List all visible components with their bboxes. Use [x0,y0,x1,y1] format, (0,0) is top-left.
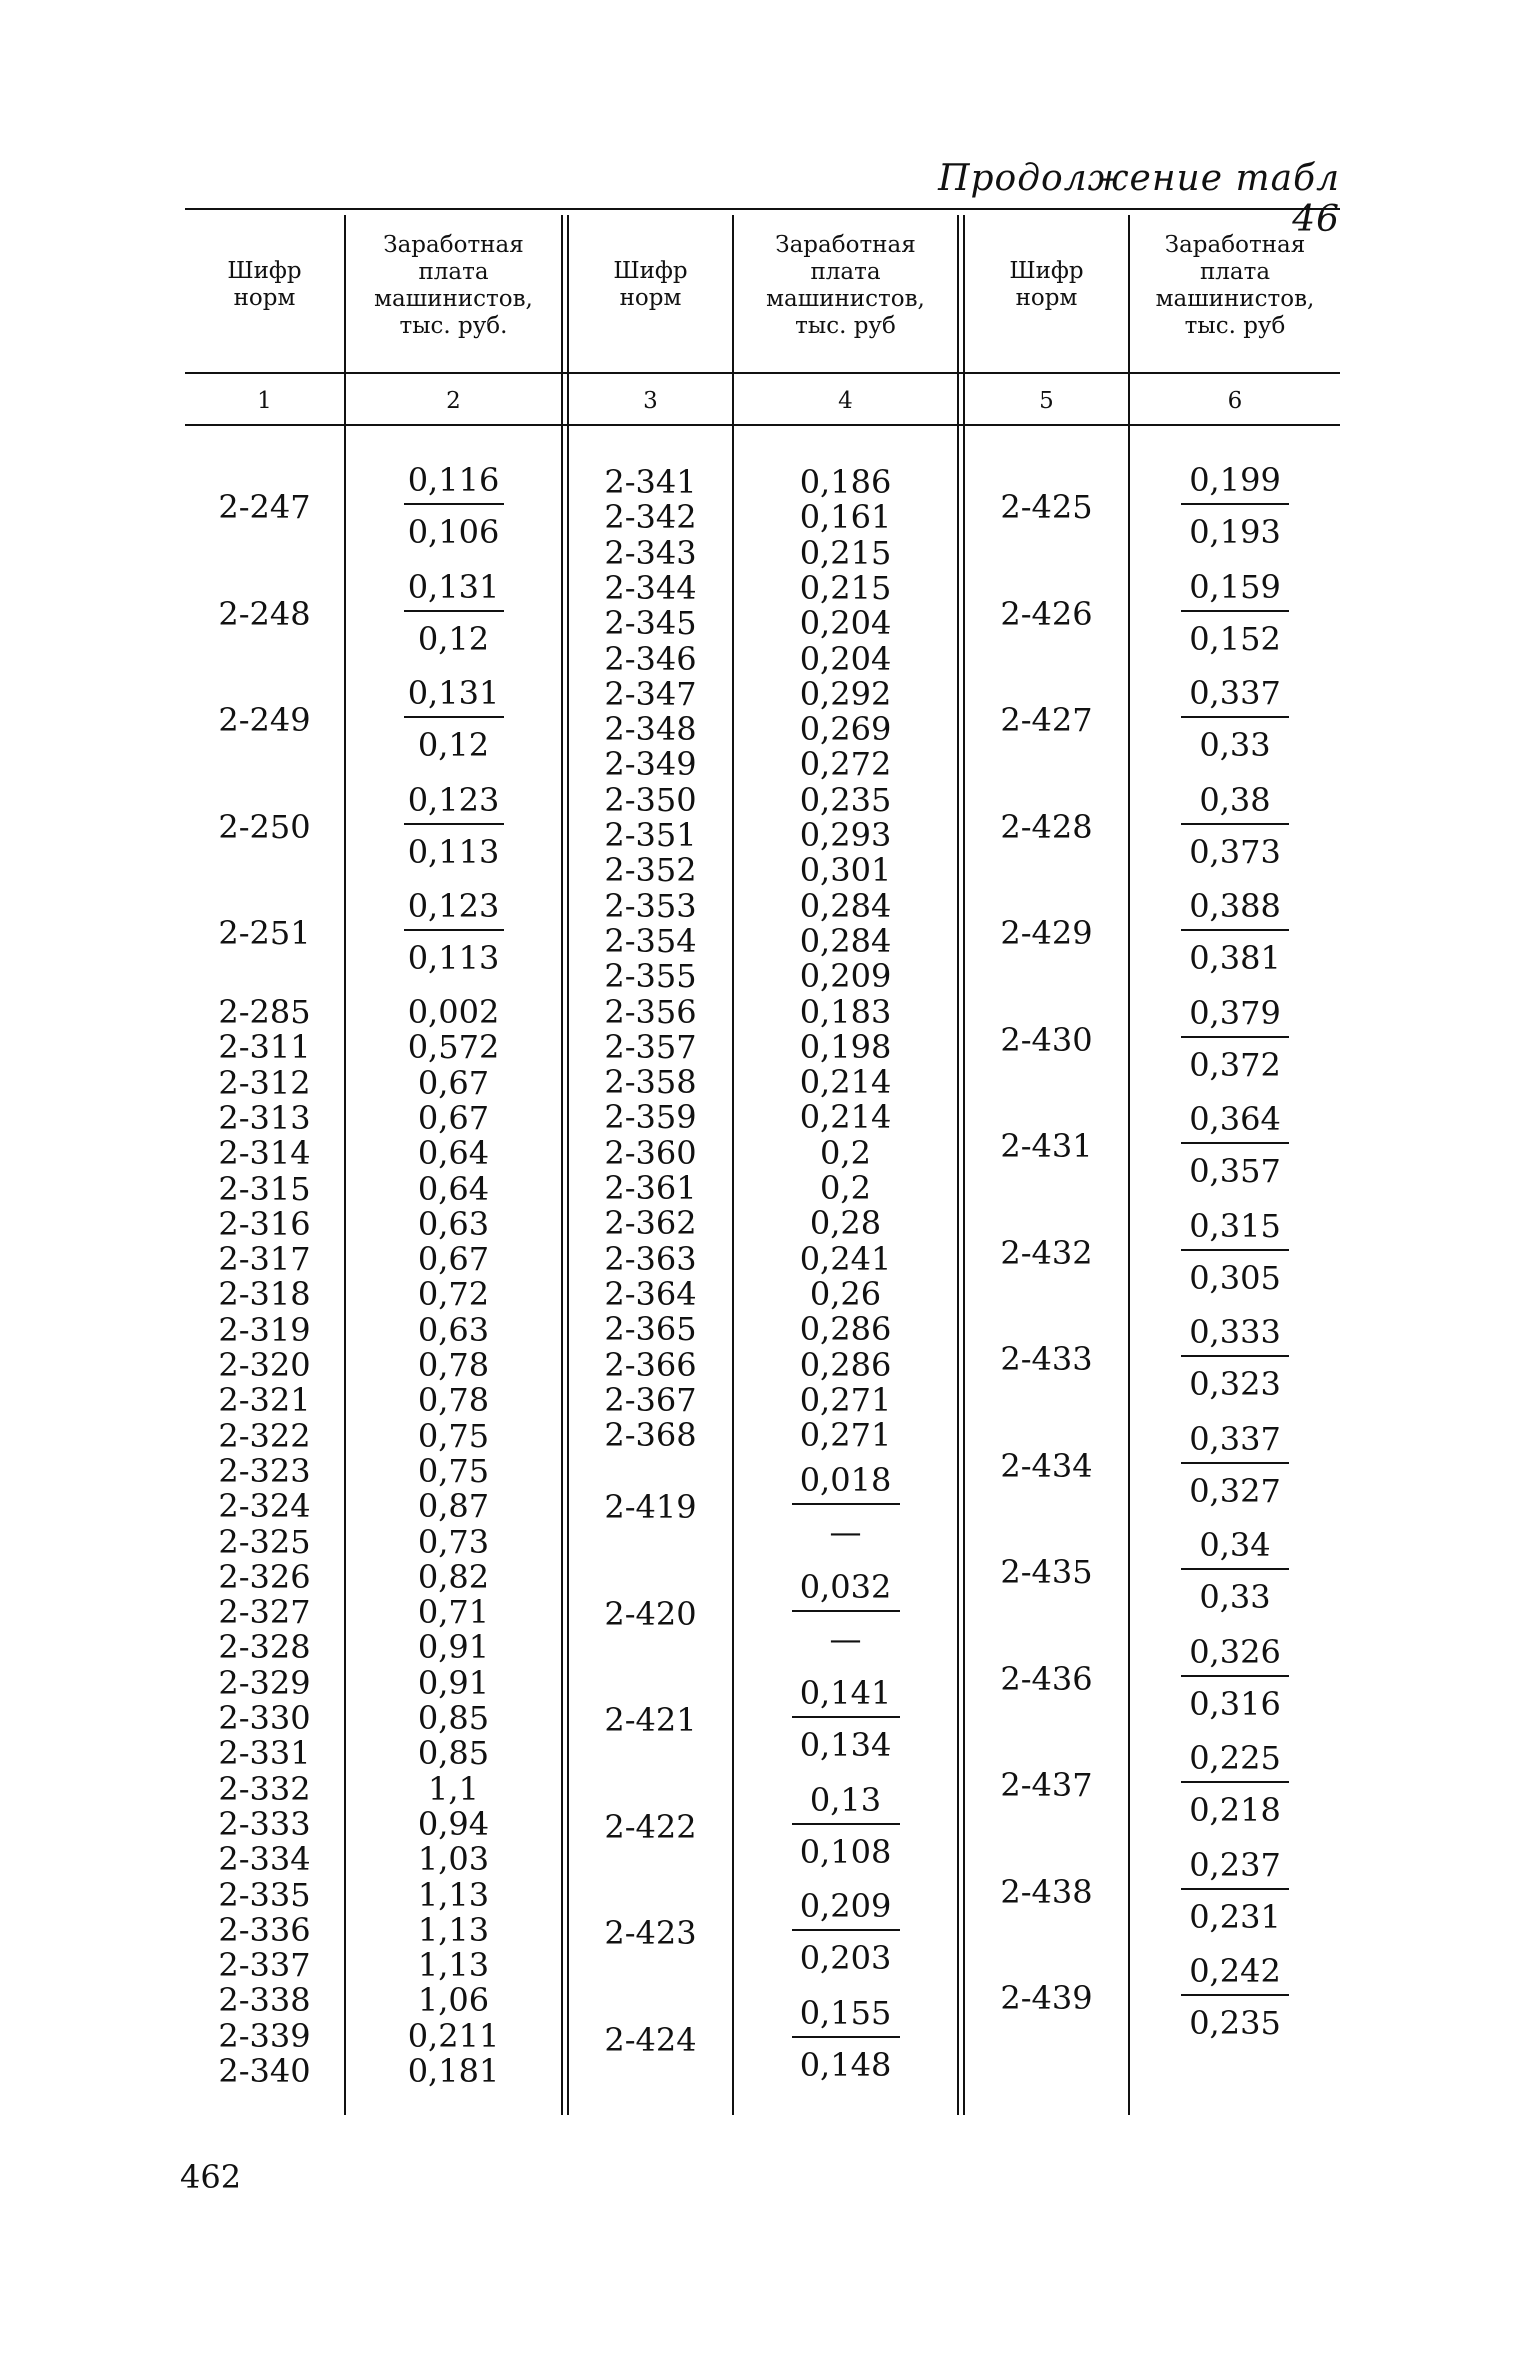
fraction-denominator: 0,12 [417,619,490,658]
norm-code: 2-327 [218,1593,311,1632]
fraction-numerator: 0,388 [1189,887,1281,925]
wage-value: 0,214 [799,1063,892,1102]
fraction-denominator: 0,113 [407,939,500,977]
wage-value: 0,301 [799,851,892,890]
fraction-value [1130,1312,1340,1408]
norm-code: 2-343 [604,533,697,572]
column-number: 2 [446,388,461,414]
fraction-value [1130,1206,1340,1302]
fraction-value [1130,886,1340,982]
norm-code: 2-433 [1000,1340,1093,1378]
norm-code: 2-439 [1000,1979,1093,2017]
column-number-rule [185,424,1340,426]
norm-code: 2-428 [1000,807,1093,846]
fraction-numerator: 0,131 [407,674,500,712]
header-line: норм [619,285,682,311]
fraction-denominator: — [829,1513,862,1551]
fraction-bar [1181,1355,1289,1357]
norm-code: 2-362 [604,1204,697,1243]
fraction-bar [1181,929,1289,931]
wage-value: 0,198 [799,1027,892,1066]
wage-value: 1,13 [417,1910,490,1949]
fraction-denominator: 0,134 [799,1726,892,1764]
wage-value: 0,85 [417,1734,490,1773]
wage-value: 0,204 [799,639,892,678]
norm-code: 2-313 [218,1098,311,1137]
wage-value: 0,181 [407,2052,500,2090]
fraction-numerator: 0,13 [809,1780,882,1819]
wage-value: 1,06 [417,1981,490,2020]
norm-code: 2-315 [218,1169,311,1208]
wage-value: 0,214 [799,1098,892,1137]
norm-code: 2-437 [1000,1766,1093,1804]
header-line: машинистов, [766,286,925,312]
header-line: плата [810,259,881,285]
fraction-bar [792,1716,900,1718]
wage-value: 0,91 [417,1663,490,1702]
fraction-denominator: 0,108 [799,1832,892,1871]
norm-code: 2-349 [604,745,697,784]
norm-code: 2-247 [218,488,311,526]
norm-code: 2-350 [604,780,697,819]
fraction-bar [1181,1142,1289,1144]
wage-value: 1,13 [417,1946,490,1985]
header-col-2 [346,232,561,340]
wage-value: 0,67 [417,1098,490,1137]
header-line: Шифр [613,258,688,284]
norm-code: 2-317 [218,1240,311,1279]
header-line: норм [233,285,296,311]
fraction-numerator: 0,34 [1199,1526,1271,1564]
norm-code: 2-331 [218,1734,311,1773]
fraction-numerator: 0,199 [1189,461,1281,499]
fraction-value [1130,1099,1340,1195]
fraction-denominator: 0,323 [1189,1365,1281,1403]
fraction-value [346,460,561,556]
fraction-bar [1181,1249,1289,1251]
norm-code: 2-435 [1000,1553,1093,1591]
wage-value: 0,91 [417,1628,490,1667]
norm-code: 2-364 [604,1274,697,1313]
fraction-denominator: 0,152 [1189,619,1281,658]
fraction-bar [792,2036,900,2038]
fraction-value [1130,673,1340,769]
fraction-numerator: 0,209 [799,1887,892,1925]
fraction-numerator: 0,38 [1199,780,1271,819]
fraction-numerator: 0,364 [1189,1100,1281,1138]
fraction-denominator: 0,372 [1189,1045,1281,1084]
fraction-value [1130,1845,1340,1941]
norm-code: 2-344 [604,568,697,607]
norm-code: 2-354 [604,921,697,960]
fraction-numerator: 0,315 [1189,1206,1281,1245]
norm-code: 2-367 [604,1380,697,1419]
fraction-denominator: 0,235 [1189,2004,1281,2042]
norm-code: 2-421 [604,1701,697,1739]
header-rule [185,372,1340,374]
norm-code: 2-425 [1000,488,1093,526]
norm-code: 2-326 [218,1557,311,1596]
norm-code: 2-348 [604,710,697,749]
norm-code: 2-358 [604,1063,697,1102]
norm-code: 2-311 [218,1028,311,1067]
fraction-numerator: 0,018 [799,1461,892,1499]
wage-value: 0,75 [417,1416,490,1455]
fraction-numerator: 0,337 [1189,674,1281,712]
norm-code: 2-429 [1000,914,1093,952]
column-number: 4 [838,388,853,414]
wage-value: 0,78 [417,1381,490,1420]
norm-code: 2-363 [604,1239,697,1278]
wage-value: 0,293 [799,816,892,854]
norm-code: 2-285 [218,993,311,1031]
wage-value: 0,271 [799,1416,892,1455]
norm-code: 2-426 [1000,594,1093,633]
wage-value: 0,67 [417,1240,490,1279]
fraction-denominator: 0,218 [1189,1791,1281,1829]
fraction-value [346,673,561,769]
norm-code: 2-436 [1000,1659,1093,1698]
fraction-value [734,1460,957,1556]
fraction-value [1130,1525,1340,1621]
fraction-denominator: — [829,1619,862,1658]
norm-code: 2-340 [218,2052,311,2090]
fraction-value [346,567,561,663]
wage-value: 0,161 [799,498,892,537]
norm-code: 2-334 [218,1840,311,1879]
norm-code: 2-312 [218,1063,311,1102]
fraction-numerator: 0,159 [1189,567,1281,606]
fraction-denominator: 0,305 [1189,1258,1281,1297]
wage-value: 0,284 [799,886,892,925]
wage-value: 0,241 [799,1239,892,1278]
fraction-denominator: 0,12 [417,726,490,764]
wage-value: 0,94 [417,1804,490,1843]
wage-value: 0,64 [417,1169,490,1208]
wage-value: 0,85 [417,1699,490,1737]
wage-value: 0,235 [799,780,892,819]
norm-code: 2-366 [604,1345,697,1384]
norm-code: 2-423 [604,1914,697,1952]
fraction-value [734,1567,957,1663]
norm-code: 2-341 [604,463,697,501]
fraction-numerator: 0,337 [1189,1419,1281,1458]
header-line: машинистов, [374,286,533,312]
fraction-bar [1181,1675,1289,1677]
header-col-4 [734,232,957,340]
fraction-numerator: 0,326 [1189,1632,1281,1671]
header-col-6 [1130,232,1340,340]
wage-value: 1,1 [428,1769,479,1808]
norm-code: 2-318 [218,1275,311,1314]
fraction-numerator: 0,155 [799,1993,892,2032]
norm-code: 2-250 [218,807,311,846]
wage-value: 0,215 [799,568,892,607]
column-divider [957,215,959,2115]
norm-code: 2-333 [218,1804,311,1843]
norm-code: 2-368 [604,1416,697,1455]
norm-code: 2-430 [1000,1020,1093,1059]
fraction-denominator: 0,33 [1199,726,1271,764]
wage-value: 0,215 [799,533,892,572]
wage-value: 0,28 [809,1204,882,1243]
fraction-value [346,886,561,982]
norm-code: 2-438 [1000,1872,1093,1911]
norm-code: 2-357 [604,1027,697,1066]
norm-code: 2-420 [604,1594,697,1633]
wage-value: 0,211 [407,2016,500,2055]
fraction-numerator: 0,242 [1189,1952,1281,1990]
header-line: машинистов, [1155,286,1315,312]
fraction-value [1130,460,1340,556]
norm-code: 2-434 [1000,1446,1093,1485]
norm-code: 2-320 [218,1346,311,1384]
norm-code: 2-328 [218,1628,311,1667]
header-col-3 [569,258,732,312]
fraction-bar [404,610,504,612]
fraction-denominator: 0,327 [1189,1471,1281,1510]
norm-code: 2-419 [604,1488,697,1526]
wage-value: 0,002 [407,993,500,1031]
fraction-bar [404,929,504,931]
wage-value: 0,72 [417,1275,490,1314]
norm-code: 2-339 [218,2016,311,2055]
norm-code: 2-324 [218,1487,311,1526]
fraction-value [1130,1951,1340,2047]
column-divider [561,215,563,2115]
wage-value: 0,186 [799,463,892,501]
page-number: 462 [180,2158,242,2196]
norm-code: 2-342 [604,498,697,537]
fraction-bar [792,1929,900,1931]
norm-code: 2-323 [218,1451,311,1490]
fraction-bar [1181,1994,1289,1996]
fraction-bar [404,503,504,505]
fraction-bar [1181,1462,1289,1464]
fraction-value [346,780,561,876]
column-number: 6 [1227,388,1243,414]
fraction-value [734,1673,957,1769]
wage-value: 0,286 [799,1310,892,1349]
wage-value: 0,63 [417,1310,490,1349]
norm-code: 2-345 [604,604,697,643]
fraction-bar [1181,716,1289,718]
fraction-value [1130,1632,1340,1728]
wage-value: 0,75 [417,1451,490,1490]
fraction-denominator: 0,373 [1189,832,1281,871]
norm-code: 2-353 [604,886,697,925]
norm-code: 2-314 [218,1134,311,1173]
header-line: тыс. руб [795,313,896,339]
wage-value: 0,71 [417,1593,490,1632]
wage-value: 0,78 [417,1346,490,1384]
wage-value: 0,2 [820,1133,871,1172]
norm-code: 2-346 [604,639,697,678]
wage-value: 0,269 [799,710,892,749]
fraction-denominator: 0,231 [1189,1897,1281,1936]
wage-value: 0,572 [407,1028,500,1067]
norm-code: 2-335 [218,1875,311,1914]
fraction-bar [792,1823,900,1825]
table-top-rule [185,208,1340,210]
table-caption: Продолжение табл 46 [938,158,1340,240]
fraction-bar [1181,1036,1289,1038]
norm-code: 2-329 [218,1663,311,1702]
wage-value: 0,284 [799,921,892,960]
norm-code: 2-316 [218,1204,311,1243]
fraction-bar [404,716,504,718]
fraction-numerator: 0,131 [407,567,500,606]
norm-code: 2-359 [604,1098,697,1137]
fraction-denominator: 0,357 [1189,1152,1281,1190]
norm-code: 2-319 [218,1310,311,1349]
column-number: 5 [1039,388,1054,414]
fraction-bar [792,1610,900,1612]
norm-code: 2-355 [604,957,697,996]
header-line: норм [1015,285,1078,311]
norm-code: 2-325 [218,1522,311,1561]
header-line: тыс. руб. [399,313,508,339]
wage-value: 0,63 [417,1204,490,1243]
fraction-bar [1181,1781,1289,1783]
wage-value: 0,271 [799,1380,892,1419]
norm-code: 2-361 [604,1169,697,1207]
fraction-value [1130,567,1340,663]
fraction-denominator: 0,381 [1189,939,1281,977]
header-col-5 [965,258,1128,312]
header-line: тыс. руб [1184,313,1286,339]
fraction-value [734,1780,957,1876]
wage-value: 0,2 [820,1169,871,1207]
fraction-value [734,1886,957,1982]
norm-code: 2-432 [1000,1233,1093,1272]
fraction-numerator: 0,237 [1189,1845,1281,1884]
wage-value: 0,292 [799,674,892,713]
fraction-numerator: 0,379 [1189,993,1281,1032]
norm-code: 2-347 [604,674,697,713]
norm-code: 2-356 [604,992,697,1031]
norm-code: 2-330 [218,1699,311,1737]
norm-code: 2-248 [218,594,311,633]
fraction-bar [1181,610,1289,612]
header-line: Шифр [1009,258,1084,284]
header-line: Шифр [227,258,302,284]
wage-value: 0,26 [809,1274,882,1313]
fraction-value [1130,1419,1340,1515]
norm-code: 2-332 [218,1769,311,1808]
norm-code: 2-427 [1000,701,1093,739]
header-line: Заработная [775,232,916,258]
fraction-bar [1181,823,1289,825]
fraction-denominator: 0,148 [799,2045,892,2084]
wage-value: 1,03 [417,1840,490,1879]
fraction-denominator: 0,113 [407,832,500,871]
header-line: Заработная [1164,232,1306,258]
fraction-numerator: 0,116 [407,461,500,499]
fraction-numerator: 0,032 [799,1567,892,1606]
wage-value: 0,73 [417,1522,490,1561]
norm-code: 2-365 [604,1310,697,1349]
fraction-denominator: 0,193 [1189,513,1281,551]
norm-code: 2-352 [604,851,697,890]
fraction-numerator: 0,123 [407,887,500,925]
wage-value: 0,183 [799,992,892,1031]
fraction-value [1130,993,1340,1089]
fraction-denominator: 0,316 [1189,1684,1281,1723]
fraction-numerator: 0,141 [799,1674,892,1712]
wage-value: 1,13 [417,1875,490,1914]
wage-value: 0,209 [799,957,892,996]
norm-code: 2-424 [604,2020,697,2059]
column-number: 3 [643,388,658,414]
header-line: плата [1199,259,1271,285]
fraction-bar [1181,503,1289,505]
norm-code: 2-336 [218,1910,311,1949]
fraction-numerator: 0,225 [1189,1739,1281,1777]
fraction-denominator: 0,203 [799,1939,892,1977]
fraction-numerator: 0,123 [407,780,500,819]
fraction-value [734,1993,957,2089]
fraction-value [1130,1738,1340,1834]
wage-value: 0,272 [799,745,892,784]
norm-code: 2-249 [218,701,311,739]
fraction-value [1130,780,1340,876]
fraction-denominator: 0,33 [1199,1578,1271,1616]
norm-code: 2-251 [218,914,311,952]
header-line: Заработная [383,232,524,258]
header-col-1 [185,258,344,312]
fraction-numerator: 0,333 [1189,1313,1281,1351]
norm-code: 2-337 [218,1946,311,1985]
wage-value: 0,87 [417,1487,490,1526]
norm-code: 2-351 [604,816,697,854]
norm-code: 2-431 [1000,1127,1093,1165]
wage-value: 0,204 [799,604,892,643]
wage-value: 0,67 [417,1063,490,1102]
fraction-denominator: 0,106 [407,513,500,551]
header-line: плата [418,259,489,285]
fraction-bar [1181,1888,1289,1890]
norm-code: 2-360 [604,1133,697,1172]
column-number: 1 [257,388,272,414]
norm-code: 2-321 [218,1381,311,1420]
fraction-bar [404,823,504,825]
wage-value: 0,286 [799,1345,892,1384]
wage-value: 0,82 [417,1557,490,1596]
norm-code: 2-322 [218,1416,311,1455]
wage-value: 0,64 [417,1134,490,1173]
norm-code: 2-422 [604,1807,697,1846]
fraction-bar [792,1503,900,1505]
norm-code: 2-338 [218,1981,311,2020]
fraction-bar [1181,1568,1289,1570]
